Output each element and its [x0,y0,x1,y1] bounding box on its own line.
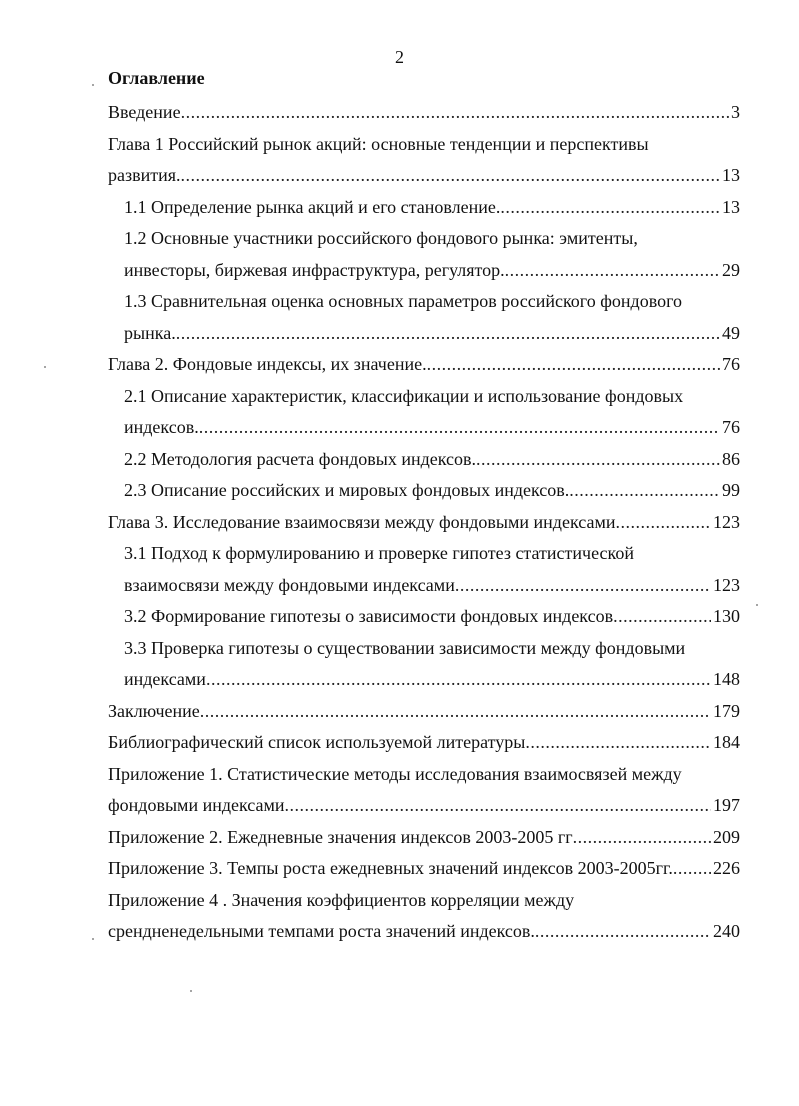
page-number: 2 [395,47,404,67]
toc-entry-text: Приложение 1. Статистические методы исследования взаимосвязей между [108,763,682,784]
scan-speck [92,84,94,86]
toc-entry-text: Библиографический список используемой литературы [108,732,526,752]
toc-page-number: 184 [713,732,740,752]
scan-speck [92,938,94,940]
toc-page-number: 123 [713,574,740,595]
dot-leader [569,475,720,507]
toc-page-number: 86 [722,448,740,469]
toc-entry-line [108,885,740,917]
toc-entry-line [108,664,740,696]
toc-page-number: 29 [722,259,740,280]
dot-leader [199,412,720,444]
toc-entry-text: индексами [124,669,206,689]
toc-entry-text: Заключение [108,700,200,721]
toc-entry-text: рынка. [124,322,176,343]
dot-leader [535,916,711,948]
toc-entry-line [108,412,740,444]
toc-entry-text: срендненедельными темпами роста значений индексов. [108,921,535,941]
toc-entry-line [108,538,740,570]
dot-leader [206,664,711,696]
dot-leader [615,507,711,539]
dot-leader [505,255,720,287]
toc-entry-text: 2.3 Описание российских и мировых фондовых индексов. [124,480,570,500]
dot-leader [200,696,711,728]
toc-entry-text: взаимосвязи между фондовыми индексами [124,574,455,595]
toc-entry-text: индексов. [124,417,199,437]
toc-entry-line [108,853,740,885]
dot-leader [455,570,711,602]
toc-entry-line [108,192,740,224]
dot-leader [613,601,711,633]
toc-entry-line [108,381,740,413]
dot-leader [673,853,711,885]
dot-leader [525,727,711,759]
toc-page-number: 240 [713,921,740,941]
toc-entry-text: 2.1 Описание характеристик, классификации и использование фондовых [124,385,684,406]
toc-entry-text: 3.2 Формирование гипотезы о зависимости фондовых индексов [124,606,614,626]
toc-entry-line [108,601,740,633]
toc-entry-line [108,570,740,602]
table-of-contents [108,97,740,948]
toc-entry-text: Глава 1 Российский рынок акций: основные тенденции и перспективы [108,133,649,154]
toc-page-number: 13 [722,165,740,185]
toc-entry-text: Введение [108,102,181,122]
toc-entry-text: Глава 3. Исследование взаимосвязи между фондовыми индексами [108,511,616,532]
toc-entry-line [108,475,740,507]
toc-entry-line [108,790,740,822]
dot-leader [176,318,720,350]
toc-page-number: 3 [731,102,740,122]
toc-entry-text: Приложение 3. Темпы роста ежедневных значений индексов 2003-2005гг. [108,858,673,878]
toc-page-number: 99 [722,480,740,500]
toc-entry-text: 3.3 Проверка гипотезы о существовании зависимости между фондовыми [124,637,686,658]
scan-speck [44,366,46,368]
toc-entry-text: развития. [108,165,181,185]
toc-entry-text: Глава 2. Фондовые индексы, их значение. [108,354,427,374]
toc-entry-line [108,507,740,539]
scan-speck [190,990,192,992]
toc-entry-line [108,223,740,255]
dot-leader [181,160,720,192]
toc-page-number: 130 [713,606,740,626]
toc-entry-line [108,759,740,791]
toc-entry-line [108,318,740,350]
toc-entry-line [108,286,740,318]
toc-entry-line [108,160,740,192]
toc-title: Оглавление [108,68,205,88]
toc-entry-line [108,97,740,129]
toc-page-number: 123 [713,511,740,532]
toc-entry-text: 1.1 Определение рынка акций и его становление. [124,196,501,217]
toc-entry-line [108,444,740,476]
toc-page-number: 13 [722,196,740,217]
scan-speck [756,604,758,606]
dot-leader [500,192,720,224]
toc-page-number: 76 [722,354,740,374]
toc-entry-text: Приложение 4 . Значения коэффициентов корреляции между [108,889,575,910]
toc-entry-text: 1.3 Сравнительная оценка основных параметров российского фондового [124,291,683,311]
toc-page-number: 179 [713,700,740,721]
toc-page-number: 209 [713,826,740,847]
toc-page-number: 76 [722,417,740,437]
toc-entry-line [108,255,740,287]
toc-entry-line [108,129,740,161]
toc-entry-text: 2.2 Методология расчета фондовых индексов. [124,448,477,469]
toc-entry-line [108,822,740,854]
toc-entry-line [108,727,740,759]
toc-entry-line [108,349,740,381]
dot-leader [181,97,729,129]
toc-page-number: 148 [713,669,740,689]
dot-leader [427,349,720,381]
toc-entry-text: инвесторы, биржевая инфраструктура, регулятор. [124,259,505,280]
toc-entry-text: Приложение 2. Ежедневные значения индексов 2003-2005 гг [108,826,573,847]
toc-entry-text: 1.2 Основные участники российского фондового рынка: эмитенты, [124,228,638,248]
toc-entry-line [108,696,740,728]
dot-leader [573,822,711,854]
toc-entry-text: 3.1 Подход к формулированию и проверке гипотез статистической [124,543,634,563]
dot-leader [476,444,720,476]
toc-entry-line [108,633,740,665]
toc-page-number: 197 [713,795,740,815]
toc-entry-line [108,916,740,948]
toc-page-number: 226 [713,858,740,878]
dot-leader [285,790,711,822]
toc-page-number: 49 [722,322,740,343]
toc-entry-text: фондовыми индексами [108,795,285,815]
